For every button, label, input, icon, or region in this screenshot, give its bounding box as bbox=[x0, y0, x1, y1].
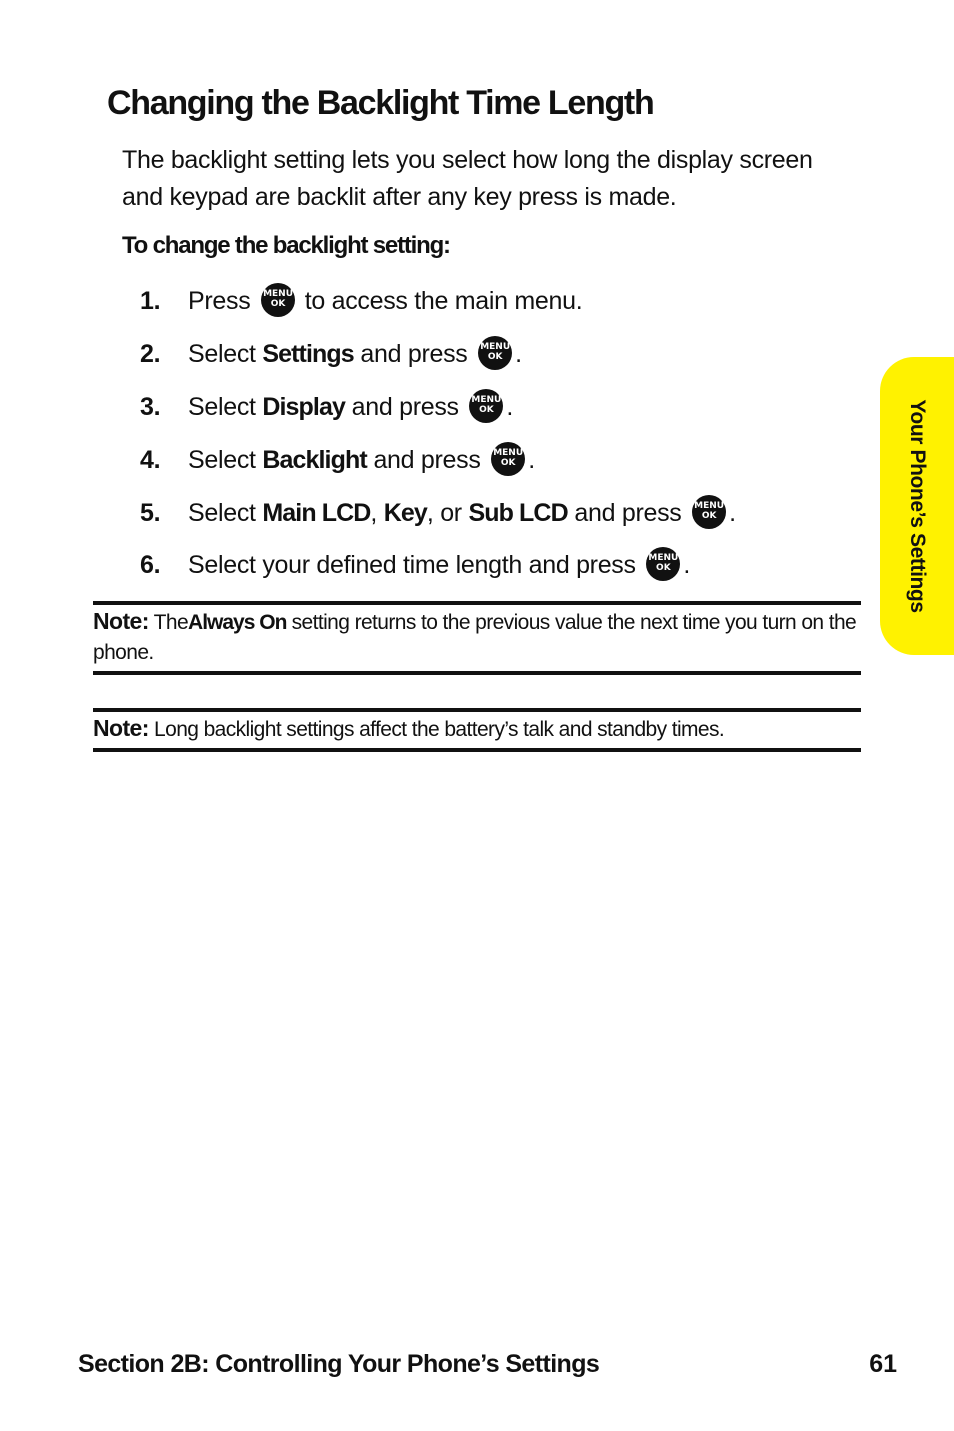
setting-always-on: Always On bbox=[188, 611, 287, 634]
note-label: Note: bbox=[93, 715, 149, 741]
step-text: Select bbox=[188, 446, 256, 474]
note-divider bbox=[93, 748, 861, 752]
step-2 bbox=[140, 334, 522, 374]
step-period: . bbox=[683, 551, 691, 579]
menu-ok-key-icon: MENU OK bbox=[469, 389, 503, 423]
step-text: and press bbox=[574, 499, 682, 527]
menu-option-key: Key bbox=[383, 499, 427, 527]
note-text: Long backlight settings affect the battery’s talk and standby times. bbox=[154, 718, 725, 741]
instructions-heading: To change the backlight setting: bbox=[122, 232, 450, 259]
menu-option-main-lcd: Main LCD bbox=[262, 499, 371, 527]
section-side-tab-label: Your Phone’s Settings bbox=[906, 399, 929, 613]
step-number: 4. bbox=[140, 446, 161, 474]
menu-option-sub-lcd: Sub LCD bbox=[468, 499, 568, 527]
step-text: Select your defined time length and press bbox=[188, 551, 636, 579]
note-text: The bbox=[153, 611, 189, 634]
page-title: Changing the Backlight Time Length bbox=[107, 84, 654, 122]
note-text: setting returns to the previous value the next time you turn on the phone. bbox=[93, 611, 857, 664]
menu-option-display: Display bbox=[262, 393, 345, 421]
menu-ok-key-icon: MENU OK bbox=[478, 336, 512, 370]
note-battery bbox=[93, 713, 861, 745]
note-divider bbox=[93, 601, 861, 605]
step-number: 1. bbox=[140, 287, 161, 315]
note-label: Note: bbox=[93, 608, 149, 634]
step-period: . bbox=[729, 499, 736, 527]
menu-option-backlight: Backlight bbox=[262, 446, 367, 474]
step-5 bbox=[140, 493, 736, 533]
step-text: and press bbox=[373, 446, 481, 474]
step-number: 2. bbox=[140, 340, 161, 368]
step-text: Select bbox=[188, 393, 256, 421]
intro-paragraph: The backlight setting lets you select how long the display screen and keypad are backlit after any key press is made. bbox=[122, 146, 813, 211]
menu-ok-key-icon: MENU OK bbox=[491, 442, 525, 476]
step-text: to access the main menu. bbox=[304, 287, 583, 315]
footer-section-title: Section 2B: Controlling Your Phone’s Settings bbox=[78, 1350, 600, 1378]
step-text: Select bbox=[188, 499, 256, 527]
step-period: . bbox=[515, 340, 522, 368]
step-separator: , bbox=[370, 499, 378, 527]
note-divider bbox=[93, 671, 861, 675]
step-period: . bbox=[528, 446, 535, 474]
step-1 bbox=[140, 281, 582, 321]
step-text: Press bbox=[188, 287, 251, 315]
menu-ok-key-icon: MENU OK bbox=[646, 547, 680, 581]
menu-ok-key-icon: MENU OK bbox=[692, 495, 726, 529]
step-4 bbox=[140, 440, 535, 480]
step-3 bbox=[140, 387, 513, 427]
step-text: and press bbox=[351, 393, 459, 421]
step-number: 6. bbox=[140, 551, 161, 579]
menu-ok-key-icon: MENU OK bbox=[261, 283, 295, 317]
note-divider bbox=[93, 708, 861, 712]
step-text: and press bbox=[360, 340, 468, 368]
note-always-on bbox=[93, 606, 861, 668]
menu-option-settings: Settings bbox=[262, 340, 354, 368]
step-text: Select bbox=[188, 340, 256, 368]
step-number: 3. bbox=[140, 393, 161, 421]
step-number: 5. bbox=[140, 499, 161, 527]
step-period: . bbox=[506, 393, 514, 421]
step-separator: , or bbox=[426, 499, 462, 527]
footer-page-number: 61 bbox=[869, 1350, 897, 1378]
step-6 bbox=[140, 545, 690, 585]
